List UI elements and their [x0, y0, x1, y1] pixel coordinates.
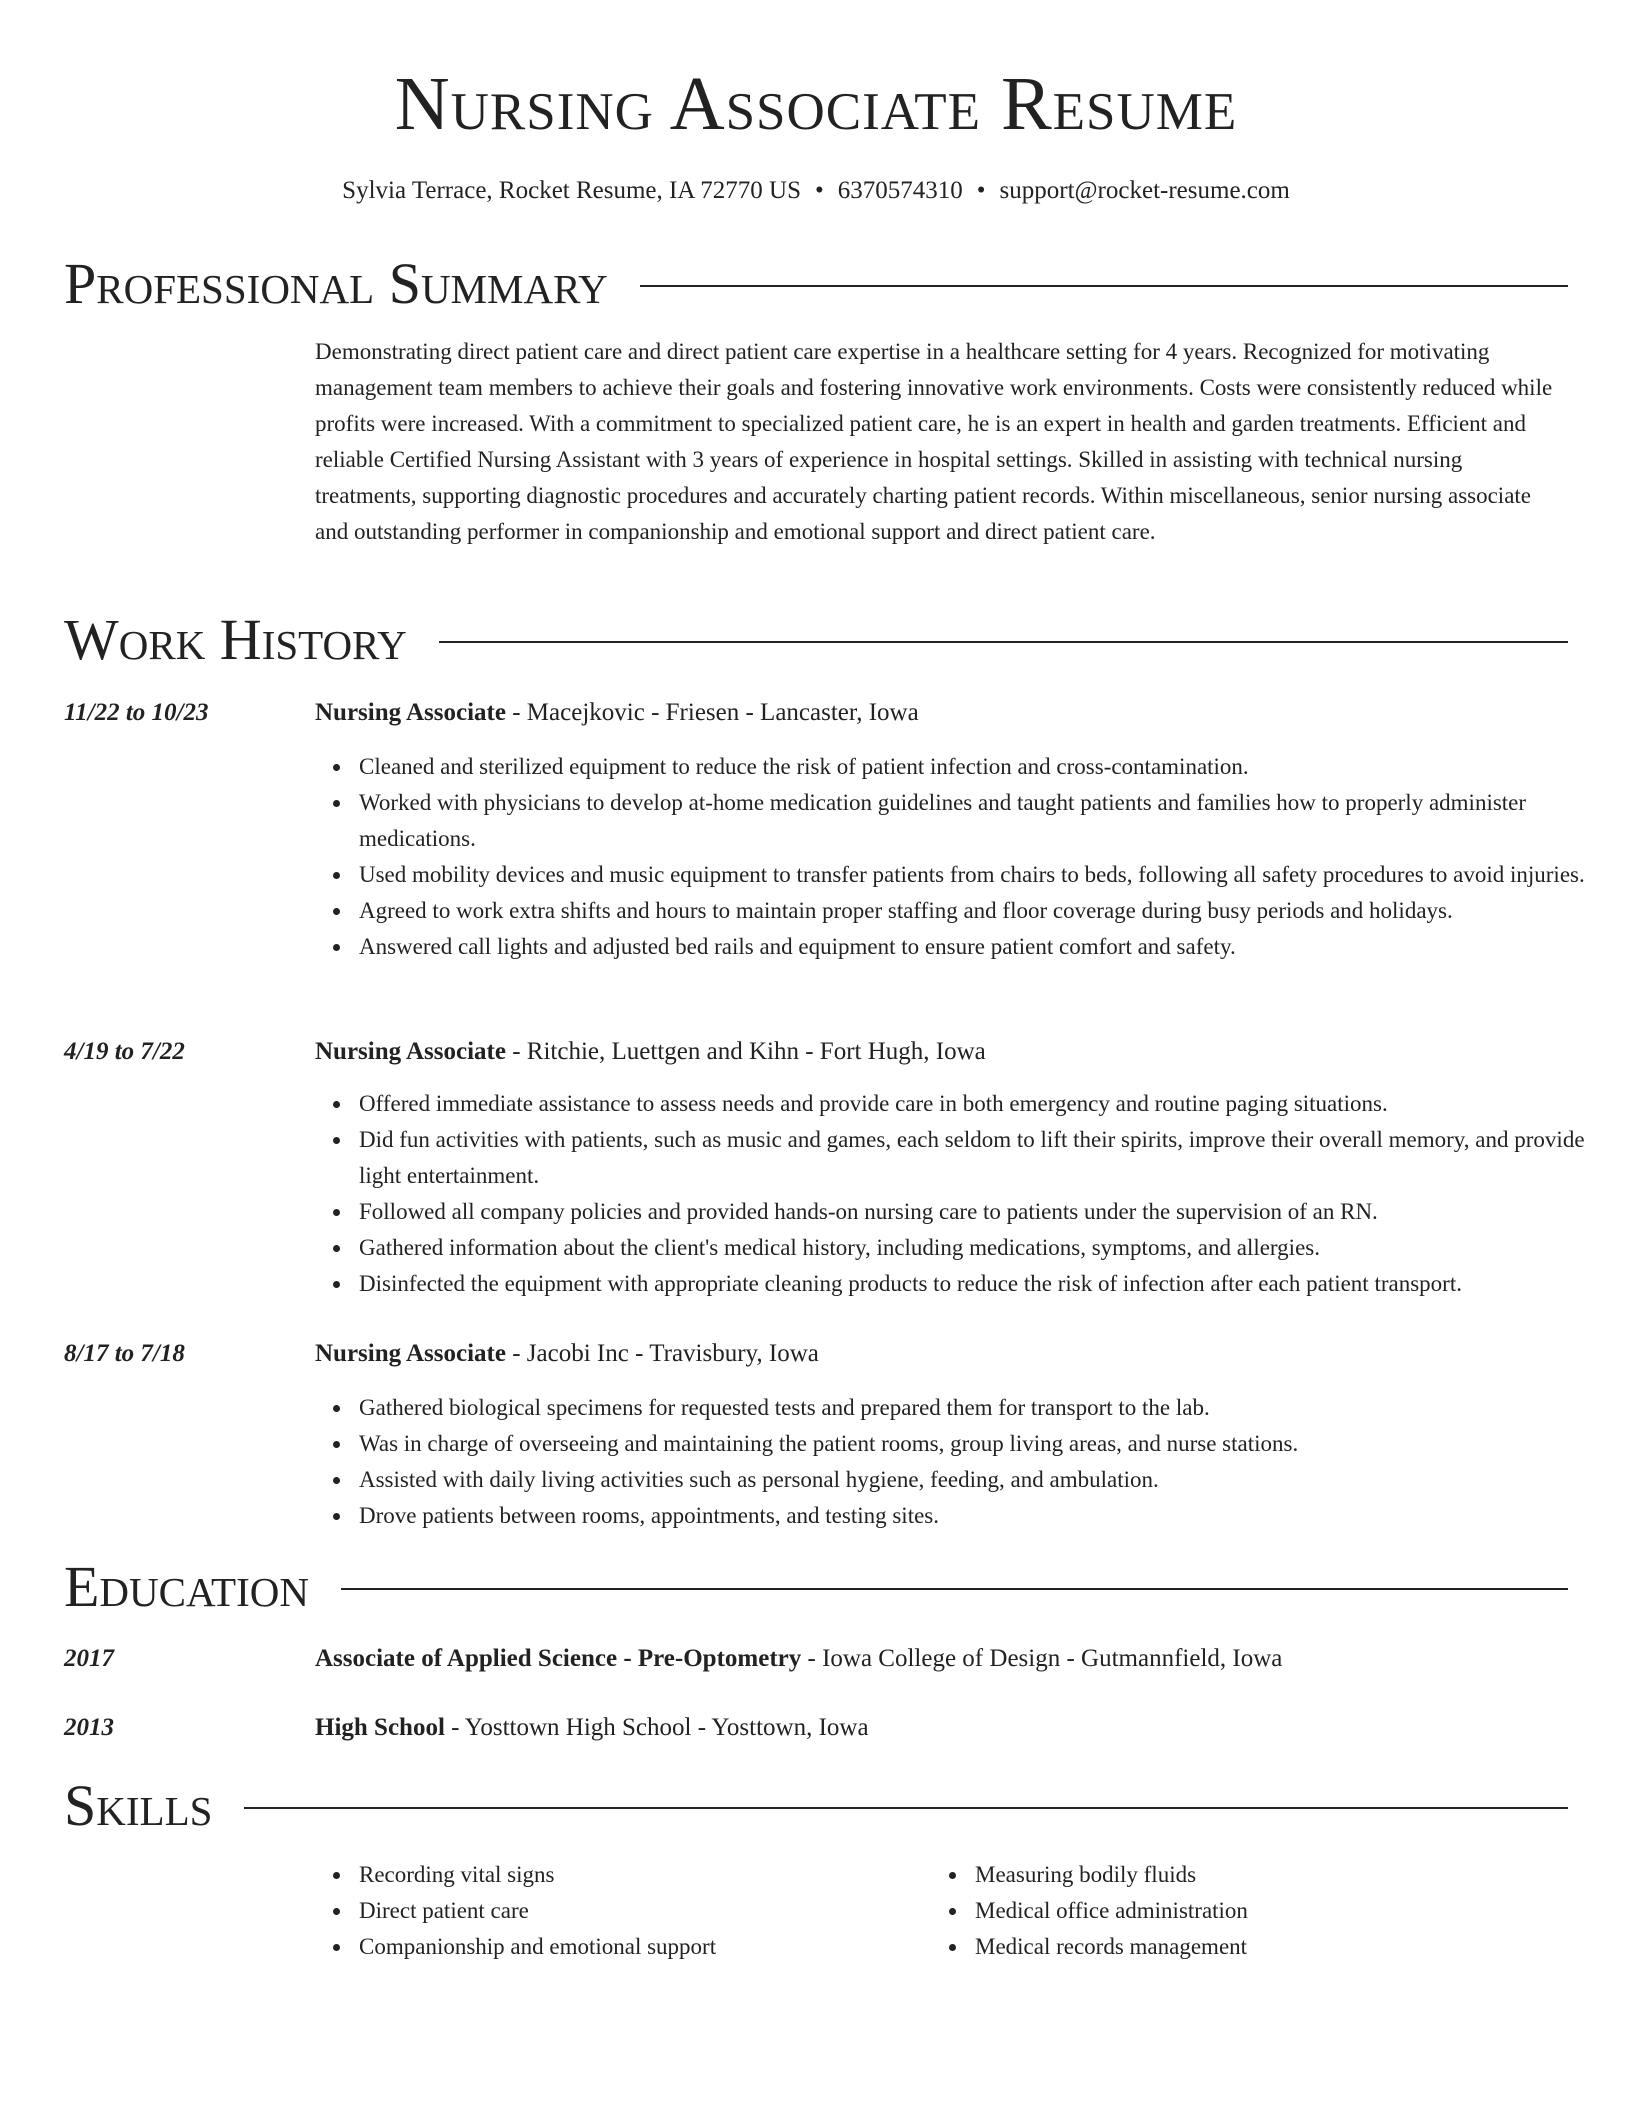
job-bullet: Offered immediate assistance to assess needs and provide care in both emergency and routine paging situations.: [359, 1086, 1612, 1122]
skills-list-left: [315, 1857, 919, 1965]
skills-section-header: [64, 1774, 1568, 1838]
education-year: 2013: [64, 1714, 114, 1741]
education-section-header: [64, 1555, 1568, 1619]
job-title: Nursing Associate: [315, 699, 506, 726]
contact-address: Sylvia Terrace, Rocket Resume, IA 72770 US: [342, 177, 801, 204]
work-section-header: [64, 608, 1568, 672]
education-year: 2017: [64, 1645, 114, 1672]
contact-separator: •: [976, 177, 986, 204]
education-degree: Associate of Applied Science - Pre-Optometry: [315, 1645, 802, 1672]
job-bullets: [315, 749, 1612, 965]
job-bullets: [315, 1390, 1612, 1534]
contact-email: support@rocket-resume.com: [999, 177, 1290, 204]
education-details: - Iowa College of Design - Gutmannfield, Iowa: [801, 1645, 1283, 1672]
education-heading: Education: [64, 1554, 309, 1619]
job-bullet: Gathered biological specimens for requested tests and prepared them for transport to the lab.: [359, 1390, 1612, 1426]
job-bullet: Worked with physicians to develop at-home medication guidelines and taught patients and families how to properly administer medications.: [359, 785, 1612, 857]
education-details: - Yosttown High School - Yosttown, Iowa: [444, 1714, 869, 1741]
job-title: Nursing Associate: [315, 1038, 506, 1065]
job-bullet: Used mobility devices and music equipment to transfer patients from chairs to beds, following all safety procedures to avoid injuries.: [359, 857, 1612, 893]
summary-heading: Professional Summary: [64, 251, 608, 316]
skill-item: Direct patient care: [359, 1893, 919, 1929]
job-bullet: Gathered information about the client's medical history, including medications, symptoms, and allergies.: [359, 1230, 1612, 1266]
job-bullet: Drove patients between rooms, appointments, and testing sites.: [359, 1498, 1612, 1534]
work-heading: Work History: [64, 607, 407, 672]
skill-item: Measuring bodily fluids: [975, 1857, 1535, 1893]
job-bullet: Followed all company policies and provided hands-on nursing care to patients under the supervision of an RN.: [359, 1194, 1612, 1230]
job-dates: 8/17 to 7/18: [64, 1340, 185, 1367]
education-entry: [315, 1641, 1568, 1677]
contact-line: [0, 174, 1632, 208]
skill-item: Medical office administration: [975, 1893, 1535, 1929]
summary-section-header: [64, 252, 1568, 316]
job-details: - Ritchie, Luettgen and Kihn - Fort Hugh, Iowa: [505, 1038, 986, 1065]
section-divider: [439, 641, 1568, 643]
job-header: [315, 1336, 1568, 1372]
job-details: - Macejkovic - Friesen - Lancaster, Iowa: [505, 699, 919, 726]
education-entry: [315, 1710, 1568, 1746]
job-bullet: Disinfected the equipment with appropriate cleaning products to reduce the risk of infection after each patient transport.: [359, 1266, 1612, 1302]
job-header: [315, 1034, 1568, 1070]
job-bullet: Agreed to work extra shifts and hours to maintain proper staffing and floor coverage during busy periods and holidays.: [359, 893, 1612, 929]
skills-list-right: [931, 1857, 1535, 1965]
education-degree: High School: [315, 1714, 445, 1741]
skill-item: Medical records management: [975, 1929, 1535, 1965]
skill-item: Recording vital signs: [359, 1857, 919, 1893]
job-details: - Jacobi Inc - Travisbury, Iowa: [505, 1340, 819, 1367]
job-dates: 4/19 to 7/22: [64, 1038, 185, 1065]
section-divider: [341, 1588, 1568, 1590]
section-divider: [640, 285, 1568, 287]
contact-separator: •: [815, 177, 824, 204]
resume-title: Nursing Associate Resume: [394, 62, 1238, 146]
job-dates: 11/22 to 10/23: [64, 699, 209, 726]
job-bullet: Assisted with daily living activities such as personal hygiene, feeding, and ambulation.: [359, 1462, 1612, 1498]
job-bullet: Did fun activities with patients, such as music and games, each seldom to lift their spirits, improve their overall memory, and provide light entertainment.: [359, 1122, 1612, 1194]
contact-phone: 6370574310: [837, 177, 963, 204]
section-divider: [244, 1807, 1568, 1809]
job-header: [315, 695, 1568, 731]
job-title: Nursing Associate: [315, 1340, 506, 1367]
summary-text: Demonstrating direct patient care and direct patient care expertise in a healthcare setting for 4 years. Recognized for motivating management team members to achieve their goals and fostering innovative work environments. Costs were consistently reduced while profits were increased. With a commitment to specialized patient care, he is an expert in health and garden treatments. Efficient and reliable Certified Nursing Assistant with 3 years of experience in hospital settings. Skilled in assisting with technical nursing treatments, supporting diagnostic procedures and accurately charting patient records. Within miscellaneous, senior nursing associate and outstanding performer in companionship and emotional support and direct patient care.: [315, 339, 1553, 544]
skills-heading: Skills: [64, 1773, 213, 1838]
job-bullets: [315, 1086, 1612, 1302]
skill-item: Companionship and emotional support: [359, 1929, 919, 1965]
job-bullet: Cleaned and sterilized equipment to reduce the risk of patient infection and cross-contamination.: [359, 749, 1612, 785]
job-bullet: Was in charge of overseeing and maintaining the patient rooms, group living areas, and nurse stations.: [359, 1426, 1612, 1462]
job-bullet: Answered call lights and adjusted bed rails and equipment to ensure patient comfort and safety.: [359, 929, 1612, 965]
